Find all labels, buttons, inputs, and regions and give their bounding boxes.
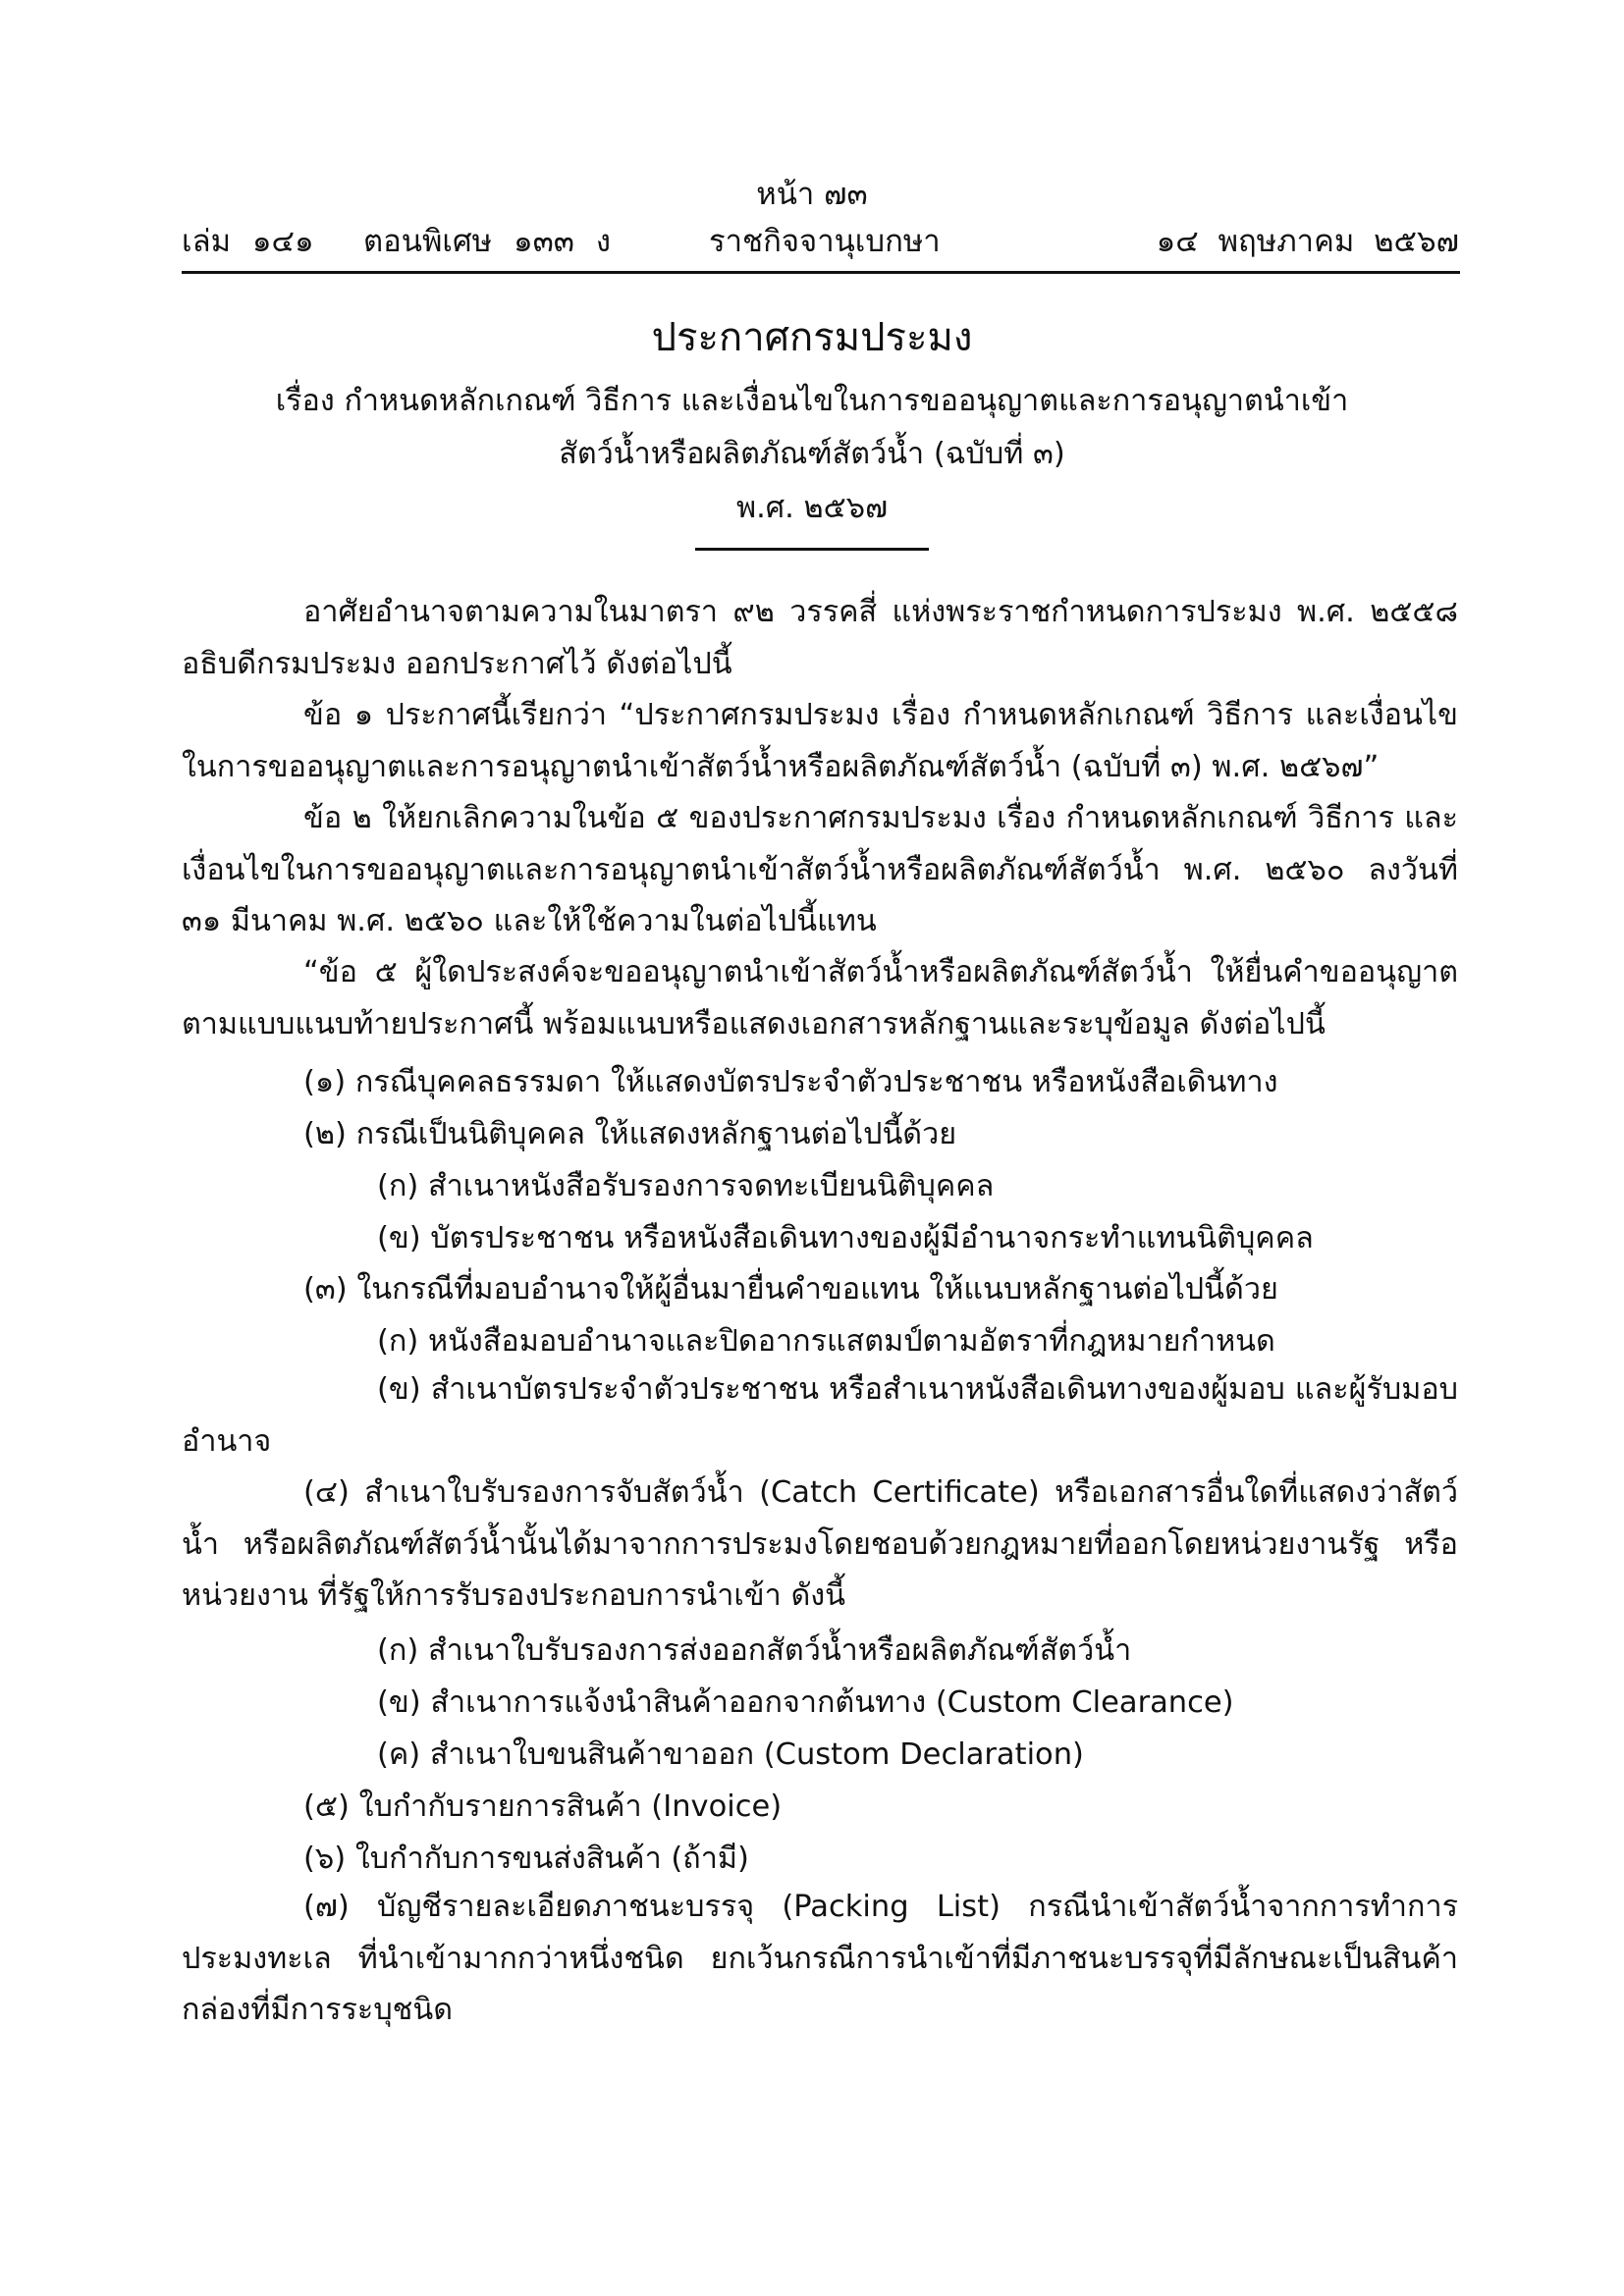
- item-6: (๖) ใบกำกับการขนส่งสินค้า (ถ้ามี): [303, 1842, 749, 1876]
- item-7: (๗) บัญชีรายละเอียดภาชนะบรรจุ (Packing List) กรณีนำเข้าสัตว์น้ำจากการทำการประมงทะเล ที่นำเข้ามากกว่าหนึ่งชนิด ยกเว้นกรณีการนำเข้าที่มีภาชนะบรรจุที่มีลักษณะเป็นสินค้ากล่องที่มีการระบุชนิด: [182, 1890, 1458, 2027]
- clause-1: ข้อ ๑ ประกาศนี้เรียกว่า “ประกาศกรมประมง เรื่อง กำหนดหลักเกณฑ์ วิธีการ และเงื่อนไข ในการขออนุญาตและการอนุญาตนำเข้าสัตว์น้ำหรือผลิตภัณฑ์สัตว์น้ำ (ฉบับที่ ๓) พ.ศ. ๒๕๖๗”: [182, 698, 1458, 784]
- header-divider: [182, 271, 1460, 274]
- issue-date: ๑๔ พฤษภาคม ๒๕๖๗: [1156, 224, 1459, 259]
- subject-line-2: สัตว์น้ำหรือผลิตภัณฑ์สัตว์น้ำ (ฉบับที่ ๓): [559, 437, 1065, 471]
- announcement-title: ประกาศกรมประมง: [651, 315, 973, 360]
- volume-number: เล่ม ๑๔๑: [182, 224, 314, 259]
- item-4a: (ก) สำเนาใบรับรองการส่งออกสัตว์น้ำหรือผลิตภัณฑ์สัตว์น้ำ: [377, 1633, 1132, 1668]
- item-2: (๒) กรณีเป็นนิติบุคคล ให้แสดงหลักฐานต่อไปนี้ด้วย: [303, 1117, 957, 1151]
- item-2a: (ก) สำเนาหนังสือรับรองการจดทะเบียนนิติบุคคล: [377, 1169, 995, 1203]
- clause-2: ข้อ ๒ ให้ยกเลิกความในข้อ ๕ ของประกาศกรมประมง เรื่อง กำหนดหลักเกณฑ์ วิธีการ และเงื่อนไขในการขออนุญาตและการอนุญาตนำเข้าสัตว์น้ำหรือผลิตภัณฑ์สัตว์น้ำ พ.ศ. ๒๕๖๐ ลงวันที่ ๓๑ มีนาคม พ.ศ. ๒๕๖๐ และให้ใช้ความในต่อไปนี้แทน: [182, 801, 1458, 938]
- item-1: (๑) กรณีบุคคลธรรมดา ให้แสดงบัตรประจำตัวประชาชน หรือหนังสือเดินทาง: [303, 1065, 1278, 1099]
- item-4: (๔) สำเนาใบรับรองการจับสัตว์น้ำ (Catch Certificate) หรือเอกสารอื่นใดที่แสดงว่าสัตว์น้ำ หรือผลิตภัณฑ์สัตว์น้ำนั้นได้มาจากการประมงโดยชอบด้วยกฎหมายที่ออกโดยหน่วยงานรัฐ หรือหน่วยงาน ที่รัฐให้การรับรองประกอบการนำเข้า ดังนี้: [182, 1475, 1458, 1613]
- item-3b: (ข) สำเนาบัตรประจำตัวประชาชน หรือสำเนาหนังสือเดินทางของผู้มอบ และผู้รับมอบ อำนาจ: [182, 1372, 1458, 1459]
- item-4c: (ค) สำเนาใบขนสินค้าขาออก (Custom Declaration): [377, 1737, 1084, 1772]
- subject-line-1: เรื่อง กำหนดหลักเกณฑ์ วิธีการ และเงื่อนไขในการขออนุญาตและการอนุญาตนำเข้า: [275, 384, 1349, 418]
- intro-paragraph: อาศัยอำนาจตามความในมาตรา ๙๒ วรรคสี่ แห่งพระราชกำหนดการประมง พ.ศ. ๒๕๕๘ อธิบดีกรมประมง ออกประกาศไว้ ดังต่อไปนี้: [182, 595, 1458, 681]
- item-3: (๓) ในกรณีที่มอบอำนาจให้ผู้อื่นมายื่นคำขอแทน ให้แนบหลักฐานต่อไปนี้ด้วย: [303, 1272, 1278, 1307]
- item-4b: (ข) สำเนาการแจ้งนำสินค้าออกจากต้นทาง (Custom Clearance): [377, 1685, 1234, 1720]
- announcement-year: พ.ศ. ๒๕๖๗: [735, 491, 889, 525]
- title-divider: [695, 548, 929, 551]
- clause-5: “ข้อ ๕ ผู้ใดประสงค์จะขออนุญาตนำเข้าสัตว์น้ำหรือผลิตภัณฑ์สัตว์น้ำ ให้ยื่นคำขออนุญาต ตามแบบแนบท้ายประกาศนี้ พร้อมแนบหรือแสดงเอกสารหลักฐานและระบุข้อมูล ดังต่อไปนี้: [182, 955, 1458, 1041]
- page-number: หน้า ๗๓: [756, 177, 868, 212]
- item-2b: (ข) บัตรประชาชน หรือหนังสือเดินทางของผู้มีอำนาจกระทำแทนนิติบุคคล: [377, 1221, 1314, 1255]
- section-number: ตอนพิเศษ ๑๓๓ ง: [363, 224, 611, 259]
- gazette-name: ราชกิจจานุเบกษา: [709, 224, 941, 259]
- item-3a: (ก) หนังสือมอบอำนาจและปิดอากรแสตมป์ตามอัตราที่กฎหมายกำหนด: [377, 1324, 1275, 1359]
- item-5: (๕) ใบกำกับรายการสินค้า (Invoice): [303, 1789, 783, 1824]
